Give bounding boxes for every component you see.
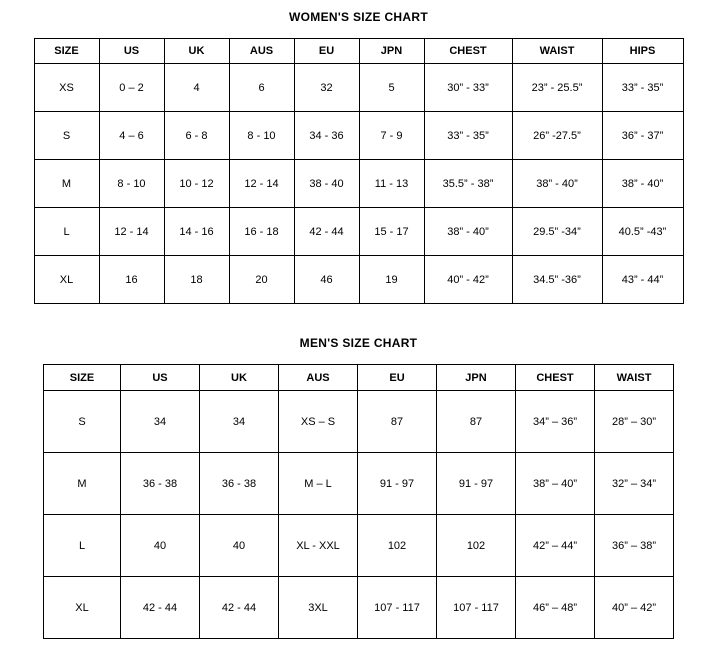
table-cell: 28” – 30” <box>595 391 674 453</box>
table-cell: 12 - 14 <box>99 208 164 256</box>
table-cell: 20 <box>229 256 294 304</box>
table-cell: 6 <box>229 64 294 112</box>
mens-size-table <box>43 364 674 639</box>
column-header: EU <box>358 365 437 391</box>
table-cell: 34” – 36” <box>516 391 595 453</box>
table-cell: XS – S <box>279 391 358 453</box>
table-cell: 34 <box>200 391 279 453</box>
womens-table-body <box>34 64 683 304</box>
table-cell: M <box>34 160 99 208</box>
table-cell: 46 <box>294 256 359 304</box>
table-cell: 10 - 12 <box>164 160 229 208</box>
column-header: EU <box>294 39 359 64</box>
table-cell: 4 <box>164 64 229 112</box>
table-cell: 6 - 8 <box>164 112 229 160</box>
table-cell: 40” - 42” <box>424 256 512 304</box>
table-cell: 34.5” -36” <box>512 256 602 304</box>
table-cell: XL <box>34 256 99 304</box>
table-cell: 8 - 10 <box>229 112 294 160</box>
mens-size-chart-section <box>0 336 717 639</box>
column-header: HIPS <box>602 39 683 64</box>
table-cell: 8 - 10 <box>99 160 164 208</box>
table-cell: 40 <box>200 515 279 577</box>
table-cell: 107 - 117 <box>437 577 516 639</box>
table-cell: 36 - 38 <box>200 453 279 515</box>
table-cell: 7 - 9 <box>359 112 424 160</box>
table-row <box>34 256 683 304</box>
table-cell: 87 <box>437 391 516 453</box>
column-header: JPN <box>359 39 424 64</box>
table-cell: L <box>44 515 121 577</box>
table-cell: 107 - 117 <box>358 577 437 639</box>
table-cell: 34 <box>121 391 200 453</box>
table-cell: XS <box>34 64 99 112</box>
table-cell: 32” – 34” <box>595 453 674 515</box>
table-cell: L <box>34 208 99 256</box>
table-row <box>44 577 674 639</box>
womens-table-header <box>34 39 683 64</box>
table-cell: 38” - 40” <box>512 160 602 208</box>
mens-chart-title: MEN'S SIZE CHART <box>299 336 418 350</box>
table-cell: 26” -27.5” <box>512 112 602 160</box>
table-cell: 36” - 37” <box>602 112 683 160</box>
table-cell: 38” - 40” <box>602 160 683 208</box>
table-cell: 91 - 97 <box>358 453 437 515</box>
table-cell: 36 - 38 <box>121 453 200 515</box>
womens-size-chart-section <box>0 10 717 304</box>
table-cell: 16 <box>99 256 164 304</box>
table-header-row <box>34 39 683 64</box>
table-cell: 5 <box>359 64 424 112</box>
column-header: SIZE <box>44 365 121 391</box>
mens-table-body <box>44 391 674 639</box>
table-cell: 15 - 17 <box>359 208 424 256</box>
table-cell: 33” - 35” <box>424 112 512 160</box>
table-cell: 40” – 42” <box>595 577 674 639</box>
column-header: UK <box>200 365 279 391</box>
table-cell: 102 <box>358 515 437 577</box>
column-header: CHEST <box>516 365 595 391</box>
table-cell: 43” - 44” <box>602 256 683 304</box>
column-header: US <box>99 39 164 64</box>
table-cell: 38” - 40” <box>424 208 512 256</box>
table-cell: 42 - 44 <box>294 208 359 256</box>
table-cell: 42 - 44 <box>121 577 200 639</box>
table-cell: 38” – 40” <box>516 453 595 515</box>
table-cell: M – L <box>279 453 358 515</box>
column-header: CHEST <box>424 39 512 64</box>
table-header-row <box>44 365 674 391</box>
table-cell: 40 <box>121 515 200 577</box>
table-cell: XL - XXL <box>279 515 358 577</box>
table-cell: S <box>44 391 121 453</box>
table-cell: S <box>34 112 99 160</box>
womens-size-table <box>34 38 684 304</box>
table-cell: 102 <box>437 515 516 577</box>
table-cell: 36” – 38” <box>595 515 674 577</box>
table-cell: 42” – 44” <box>516 515 595 577</box>
table-cell: 16 - 18 <box>229 208 294 256</box>
table-row <box>34 64 683 112</box>
column-header: WAIST <box>512 39 602 64</box>
column-header: AUS <box>279 365 358 391</box>
table-row <box>34 112 683 160</box>
column-header: SIZE <box>34 39 99 64</box>
table-row <box>44 453 674 515</box>
mens-table-header <box>44 365 674 391</box>
table-cell: 4 – 6 <box>99 112 164 160</box>
table-cell: 91 - 97 <box>437 453 516 515</box>
table-cell: 38 - 40 <box>294 160 359 208</box>
table-cell: 87 <box>358 391 437 453</box>
table-cell: 0 – 2 <box>99 64 164 112</box>
table-cell: 32 <box>294 64 359 112</box>
table-cell: 42 - 44 <box>200 577 279 639</box>
table-cell: 3XL <box>279 577 358 639</box>
column-header: JPN <box>437 365 516 391</box>
table-cell: 18 <box>164 256 229 304</box>
table-row <box>34 208 683 256</box>
table-cell: 33” - 35” <box>602 64 683 112</box>
column-header: WAIST <box>595 365 674 391</box>
table-cell: 35.5” - 38” <box>424 160 512 208</box>
table-cell: 14 - 16 <box>164 208 229 256</box>
column-header: US <box>121 365 200 391</box>
column-header: AUS <box>229 39 294 64</box>
table-cell: 34 - 36 <box>294 112 359 160</box>
table-cell: 23” - 25.5” <box>512 64 602 112</box>
womens-chart-title: WOMEN'S SIZE CHART <box>289 10 428 24</box>
table-row <box>34 160 683 208</box>
table-cell: 11 - 13 <box>359 160 424 208</box>
table-cell: 40.5” -43” <box>602 208 683 256</box>
table-cell: XL <box>44 577 121 639</box>
table-cell: 30” - 33” <box>424 64 512 112</box>
table-cell: 46” – 48” <box>516 577 595 639</box>
column-header: UK <box>164 39 229 64</box>
table-row <box>44 515 674 577</box>
table-cell: M <box>44 453 121 515</box>
table-row <box>44 391 674 453</box>
table-cell: 29.5” -34” <box>512 208 602 256</box>
table-cell: 19 <box>359 256 424 304</box>
table-cell: 12 - 14 <box>229 160 294 208</box>
